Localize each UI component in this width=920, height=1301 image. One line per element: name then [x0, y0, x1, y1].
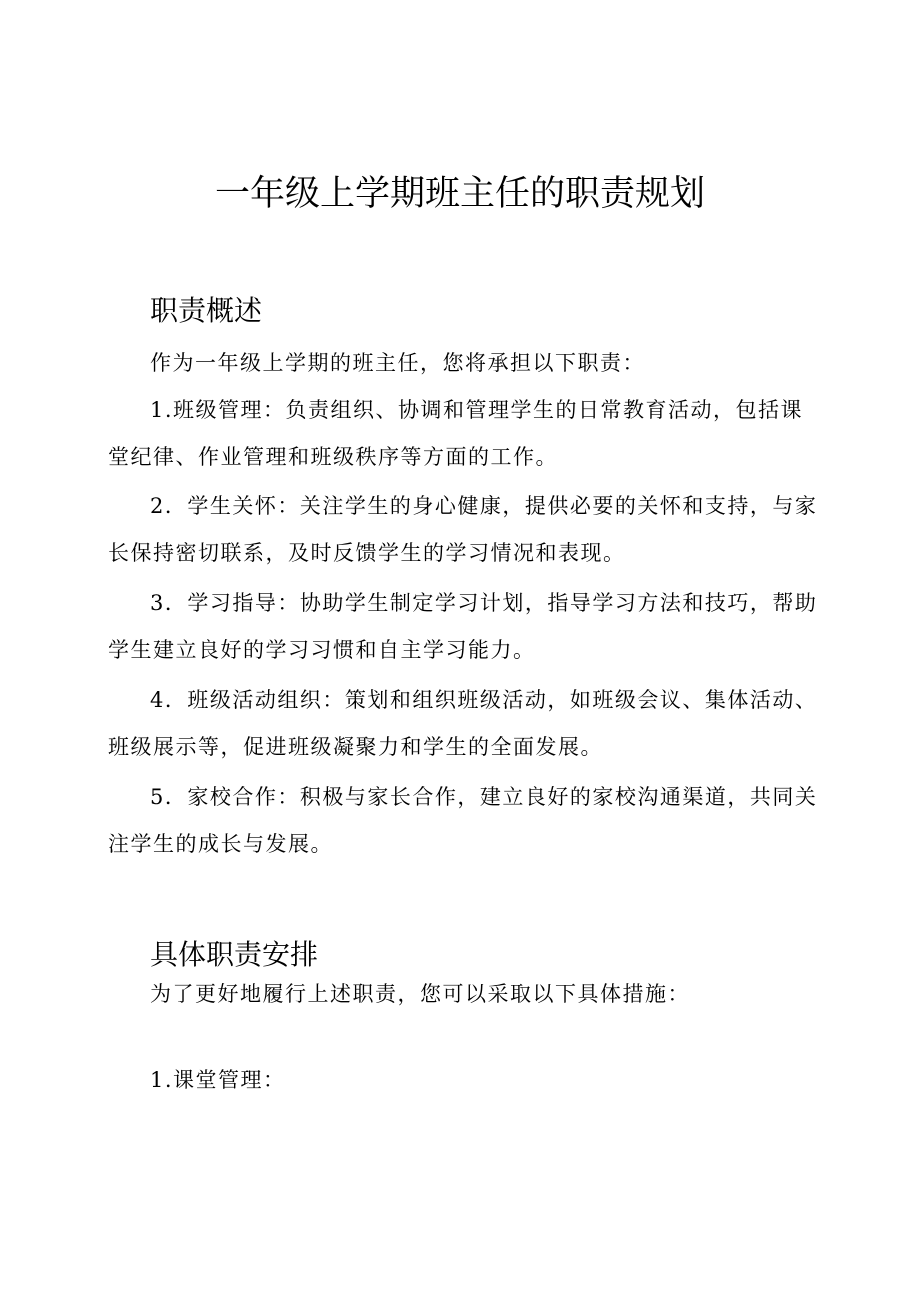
- arrangement-item-classroom-management: 1.课堂管理：: [150, 1068, 286, 1092]
- arrangements-intro-paragraph: 为了更好地履行上述职责，您可以采取以下具体措施：: [150, 982, 690, 1006]
- section-heading-arrangements: 具体职责安排: [150, 938, 319, 971]
- duty-item-class-management: 1.班级管理：负责组织、协调和管理学生的日常教育活动，包括课堂纪律、作业管理和班级秩序等方面的工作。: [108, 398, 804, 469]
- duty-item-home-school-cooperation: 5．家校合作：积极与家长合作，建立良好的家校沟通渠道，共同关注学生的成长与发展。: [108, 785, 818, 856]
- section-heading-overview: 职责概述: [150, 294, 263, 327]
- document-title: 一年级上学期班主任的职责规划: [214, 174, 705, 214]
- duty-item-class-activities: 4．班级活动组织：策划和组织班级活动，如班级会议、集体活动、班级展示等，促进班级凝聚力和学生的全面发展。: [108, 688, 818, 759]
- duty-item-student-care: 2．学生关怀：关注学生的身心健康，提供必要的关怀和支持，与家长保持密切联系，及时反馈学生的学习情况和表现。: [108, 494, 818, 565]
- overview-intro-paragraph: 作为一年级上学期的班主任，您将承担以下职责：: [150, 351, 645, 375]
- duty-item-study-guidance: 3．学习指导：协助学生制定学习计划，指导学习方法和技巧，帮助学生建立良好的学习习惯和自主学习能力。: [108, 591, 818, 662]
